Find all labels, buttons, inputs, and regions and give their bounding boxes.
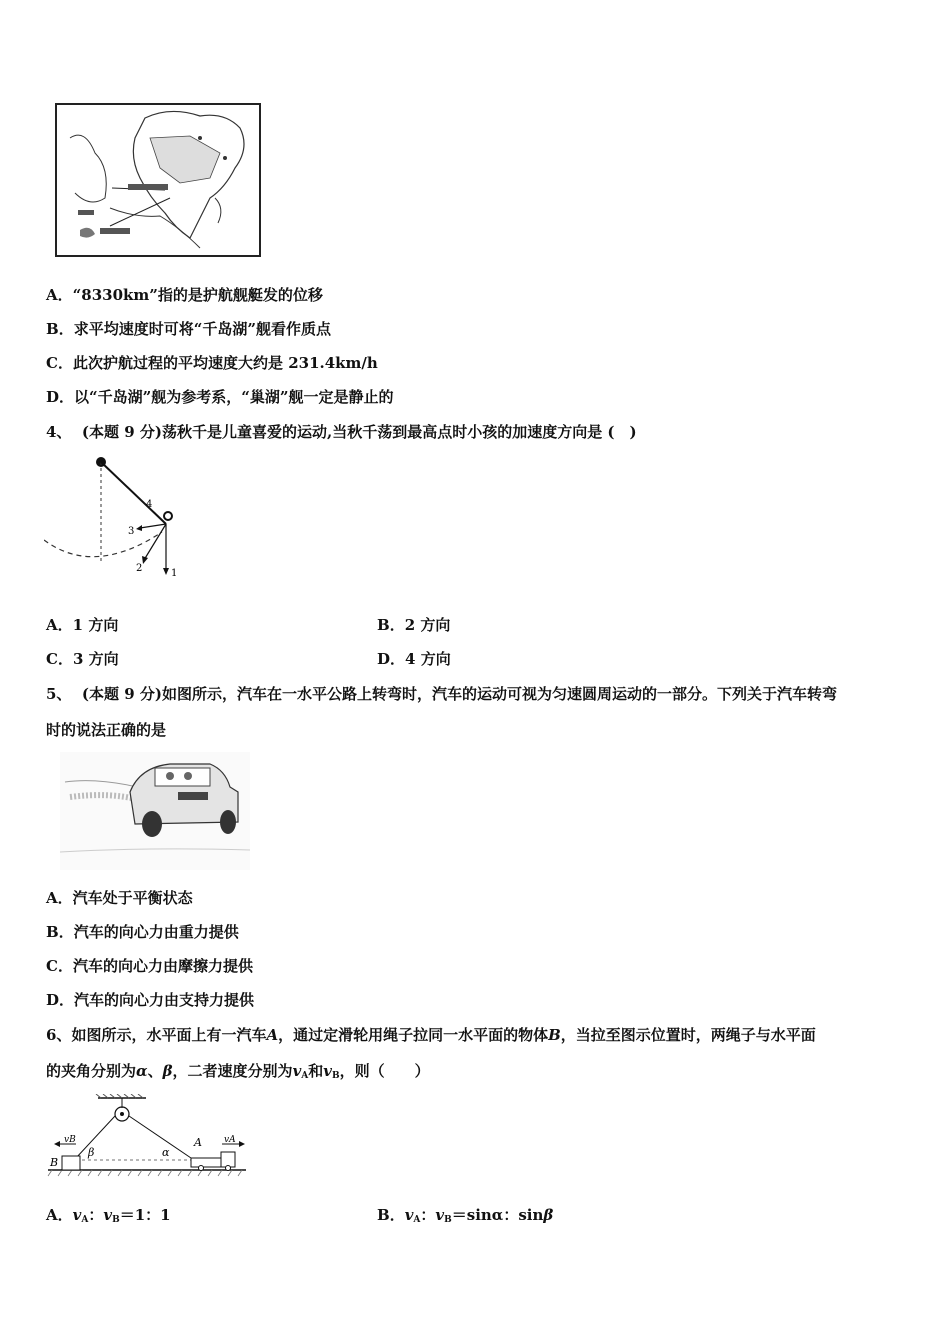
option-letter: A	[46, 616, 58, 634]
option-text: 汽车的向心力由重力提供	[73, 923, 239, 941]
q3-option-a[interactable]: A．“8330km”指的是护航舰艇发的位移	[46, 286, 323, 304]
label-B: B	[50, 1156, 59, 1169]
beta-symbol: β	[162, 1062, 173, 1080]
label-1: 1	[171, 568, 178, 579]
q5-option-a[interactable]: A．汽车处于平衡状态	[46, 889, 193, 907]
label-beta: β	[88, 1146, 95, 1159]
pulley-figure	[46, 1094, 251, 1184]
pulley-diagram	[46, 1094, 251, 1180]
question-number: 6、	[46, 1026, 72, 1044]
q6-option-b[interactable]: B．$v_A$：$v_B=\sin\alpha$：sinβ	[377, 1206, 554, 1225]
q5-stem-line2	[46, 720, 166, 740]
question-number: 5、	[46, 685, 72, 703]
q6-stem-line1: 6、如图所示，水平面上有一汽车A，通过定滑轮用绳子拉同一水平面的物体B，当拉至图示位置时，两绳子与水平面	[46, 1026, 816, 1044]
option-text: 4 方向	[405, 650, 451, 668]
q5-option-d[interactable]: D．汽车的向心力由支持力提供	[46, 991, 255, 1009]
label-vA: vA	[224, 1135, 236, 1145]
label-3: 3	[128, 526, 135, 537]
swing-diagram	[44, 452, 194, 582]
label-vB: vB	[64, 1135, 76, 1145]
q3-option-c[interactable]: C．此次护航过程的平均速度大约是 231.4km/h	[46, 354, 378, 372]
q3-option-b[interactable]: B．求平均速度时可将“千岛湖”舰看作质点	[46, 320, 331, 338]
q4-option-c[interactable]: C．3 方向	[46, 650, 119, 668]
alpha-symbol: α	[136, 1062, 148, 1080]
map-figure	[50, 98, 266, 266]
option-letter: B	[377, 1206, 390, 1224]
q6-stem-line2: 的夹角分别为α、β，二者速度分别为$v_A$和$v_B$，则（ ）	[46, 1062, 430, 1081]
option-text: “8330km”指的是护航舰艇发的位移	[72, 286, 323, 304]
option-text: 汽车的向心力由摩擦力提供	[72, 957, 253, 975]
option-text: ＝sinα：sin	[451, 1206, 544, 1224]
label-A: A	[194, 1136, 202, 1149]
option-letter: C	[46, 650, 58, 668]
option-text: 3 方向	[72, 650, 119, 668]
option-letter: D	[377, 650, 391, 668]
option-letter: D	[46, 991, 60, 1009]
q4-option-b[interactable]: B．2 方向	[377, 616, 451, 634]
question-number: 4、	[46, 423, 72, 441]
object-label: B	[548, 1026, 561, 1044]
option-text: 2 方向	[404, 616, 451, 634]
option-letter: A	[46, 1206, 58, 1224]
q5-option-c[interactable]: C．汽车的向心力由摩擦力提供	[46, 957, 253, 975]
option-letter: B	[46, 320, 59, 338]
label-alpha: α	[162, 1146, 170, 1159]
option-text: ＝1：1	[119, 1206, 171, 1224]
q4-stem	[46, 422, 637, 442]
car-label: A	[266, 1026, 279, 1044]
q4-option-d[interactable]: D．4 方向	[377, 650, 451, 668]
option-text: 求平均速度时可将“千岛湖”舰看作质点	[73, 320, 331, 338]
option-text: 汽车的向心力由支持力提供	[74, 991, 255, 1009]
question-text: (本题 9 分)如图所示，汽车在一水平公路上转弯时，汽车的运动可视为匀速圆周运动的一部分。下列关于汽车转弯	[81, 685, 837, 703]
question-text: (本题 9 分)荡秋千是儿童喜爱的运动,当秋千荡到最高点时小孩的加速度方向是 ( )	[81, 423, 637, 441]
option-text: 汽车处于平衡状态	[72, 889, 193, 907]
q6-option-a[interactable]: A．$v_A$：$v_B=1$：1	[46, 1206, 171, 1225]
option-letter: B	[46, 923, 59, 941]
label-2: 2	[136, 563, 143, 574]
q5-option-b[interactable]: B．汽车的向心力由重力提供	[46, 923, 239, 941]
option-letter: B	[377, 616, 390, 634]
label-4: 4	[146, 499, 153, 510]
option-letter: C	[46, 957, 58, 975]
car-photo	[60, 752, 250, 870]
map-image	[50, 98, 266, 262]
q3-option-d[interactable]: D．以“千岛湖”舰为参考系，“巢湖”舰一定是静止的	[46, 388, 394, 406]
option-letter: A	[46, 889, 58, 907]
option-text: 此次护航过程的平均速度大约是 231.4km/h	[72, 354, 378, 372]
option-letter: D	[46, 388, 60, 406]
car-figure	[60, 752, 250, 874]
option-letter: C	[46, 354, 58, 372]
q4-option-a[interactable]: A．1 方向	[46, 616, 119, 634]
swing-figure	[44, 452, 194, 586]
option-letter: A	[46, 286, 58, 304]
option-text: 1 方向	[72, 616, 119, 634]
q5-stem-line1	[46, 684, 837, 704]
option-text: 以“千岛湖”舰为参考系，“巢湖”舰一定是静止的	[74, 388, 394, 406]
question-text: 时的说法正确的是	[46, 721, 167, 739]
